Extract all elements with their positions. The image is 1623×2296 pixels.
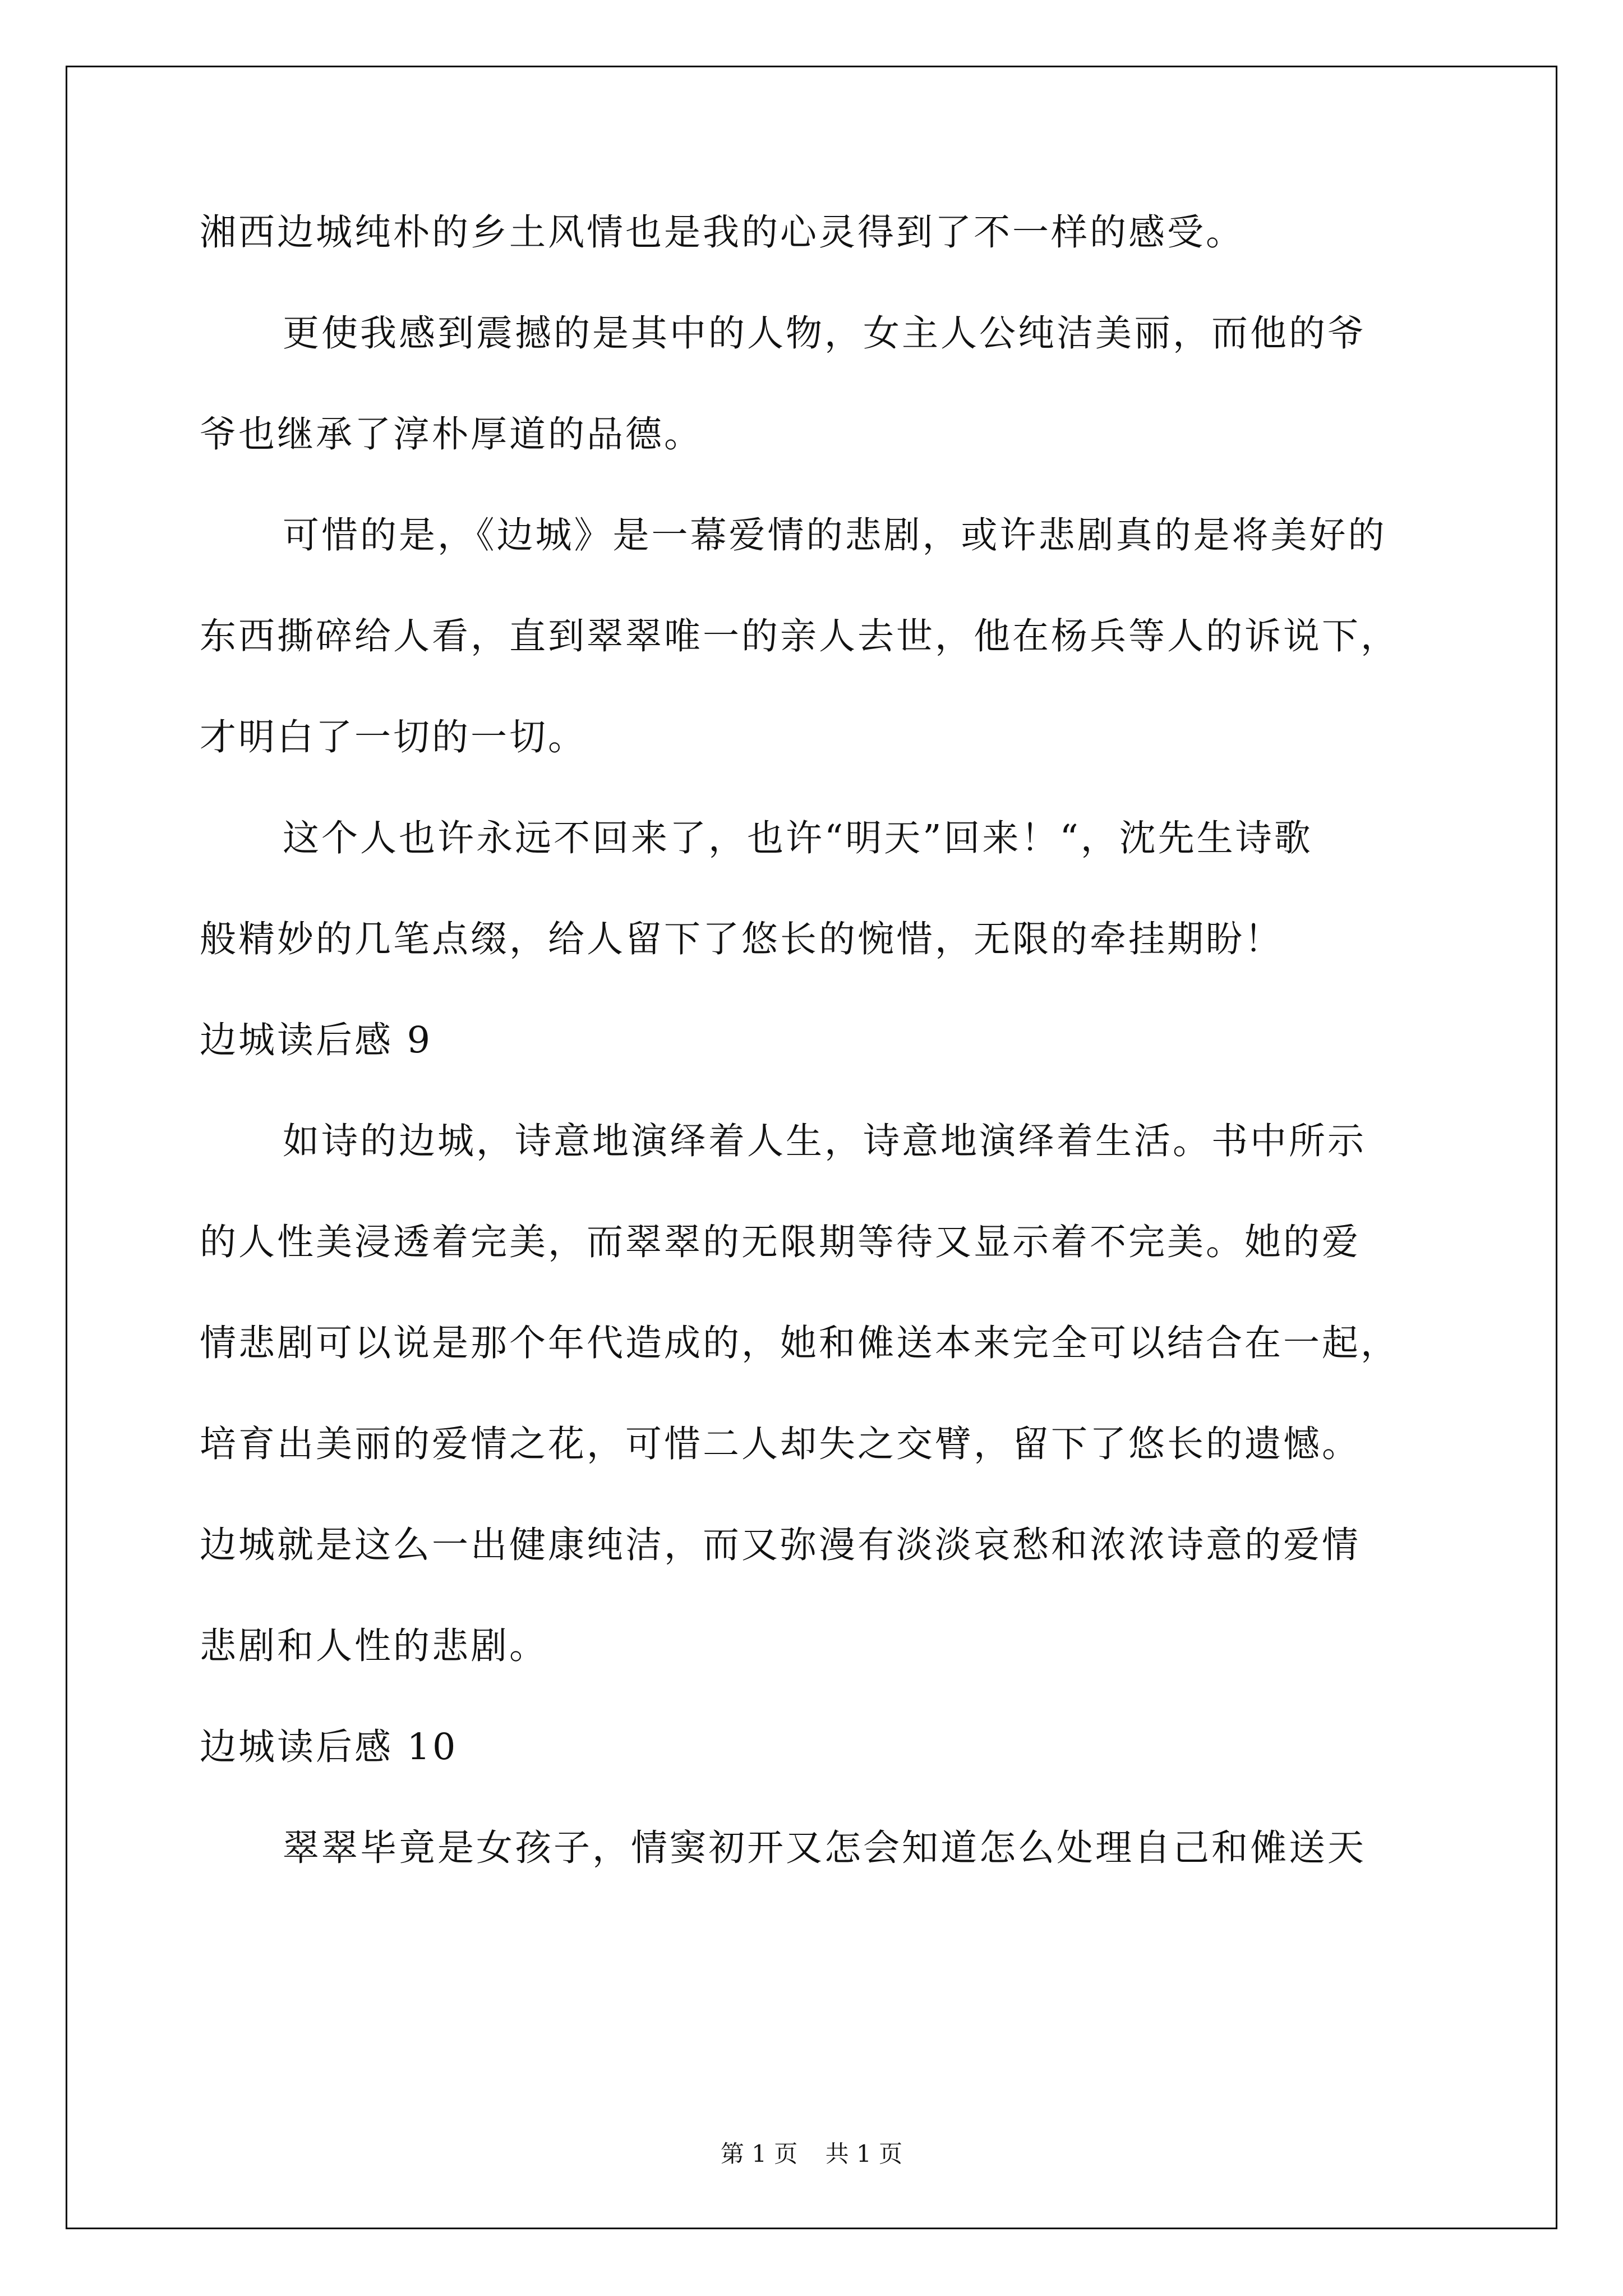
text-line: 情悲剧可以说是那个年代造成的，她和傩送本来完全可以结合在一起， — [200, 1322, 1400, 1364]
text-line: 才明白了一切的一切。 — [200, 716, 587, 758]
section-heading: 边城读后感 9 — [200, 1019, 433, 1061]
text-line: 这个人也许永远不回来了，也许“明天”回来！“，沈先生诗歌 — [283, 817, 1313, 859]
text-line: 般精妙的几笔点缀，给人留下了悠长的惋惜，无限的牵挂期盼！ — [200, 918, 1284, 960]
text-line: 如诗的边城，诗意地演绎着人生，诗意地演绎着生活。书中所示 — [283, 1120, 1367, 1162]
text-line: 边城就是这么一出健康纯洁，而又弥漫有淡淡哀愁和浓浓诗意的爱情 — [200, 1524, 1361, 1566]
text-line: 可惜的是，《边城》是一幕爱情的悲剧，或许悲剧真的是将美好的 — [283, 514, 1387, 556]
text-line: 东西撕碎给人看，直到翠翠唯一的亲人去世，他在杨兵等人的诉说下， — [200, 615, 1400, 657]
text-line: 培育出美丽的爱情之花，可惜二人却失之交臂，留下了悠长的遗憾。 — [200, 1423, 1361, 1465]
page-number: 第 1 页 — [720, 2140, 798, 2168]
text-line: 更使我感到震撼的是其中的人物，女主人公纯洁美丽，而他的爷 — [283, 312, 1367, 355]
page-total: 共 1 页 — [825, 2140, 903, 2168]
text-line: 的人性美浸透着完美，而翠翠的无限期等待又显示着不完美。她的爱 — [200, 1221, 1361, 1263]
page-footer — [0, 2138, 1623, 2170]
text-line: 爷也继承了淳朴厚道的品德。 — [200, 413, 703, 455]
section-heading: 边城读后感 10 — [200, 1726, 458, 1768]
text-line: 湘西边城纯朴的乡土风情也是我的心灵得到了不一样的感受。 — [200, 211, 1245, 254]
text-line: 悲剧和人性的悲剧。 — [200, 1625, 548, 1667]
text-line: 翠翠毕竟是女孩子，情窦初开又怎会知道怎么处理自己和傩送天 — [283, 1827, 1367, 1869]
